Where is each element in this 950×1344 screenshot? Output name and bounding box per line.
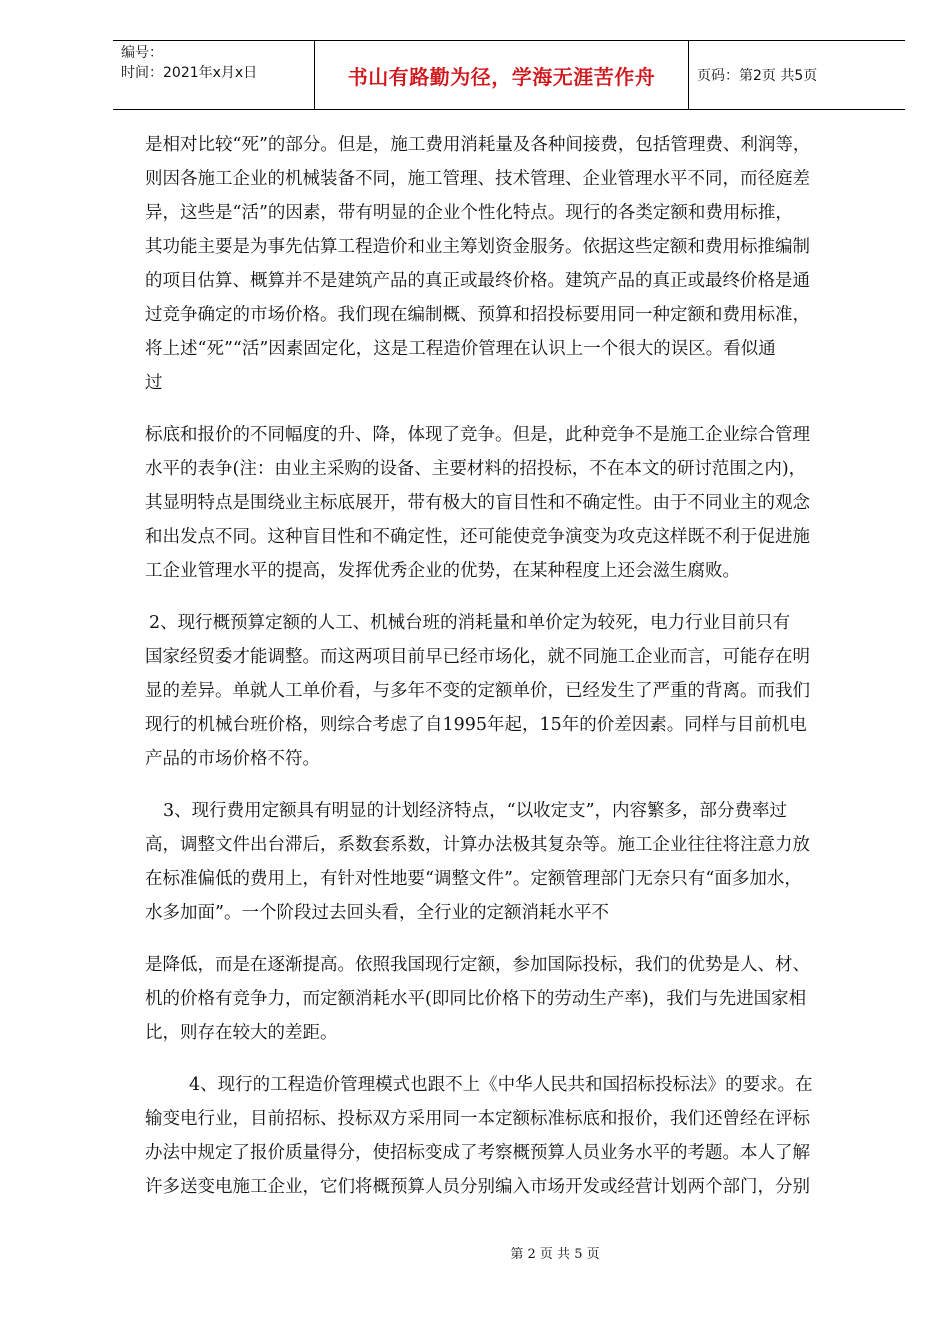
paragraph-4 [145, 794, 885, 930]
page-label: 页码：第2页 共5页 [697, 68, 818, 84]
text-line: 和出发点不同。这种盲目性和不确定性，还可能使竞争演变为攻克这样既不利于促进施 [145, 527, 810, 547]
time-label: 时间：2021年x月x日 [121, 65, 258, 81]
text-line: 产品的市场价格不符。 [145, 749, 320, 769]
page-header [113, 40, 905, 110]
text-line: 3、现行费用定额具有明显的计划经济特点，“以收定支”，内容繁多，部分费率过 [163, 801, 788, 821]
text-line: 过 [145, 373, 163, 393]
text-line: 在标准偏低的费用上，有针对性地要“调整文件”。定额管理部门无奈只有“面多加水， [145, 869, 802, 889]
document-body [145, 128, 885, 1222]
header-page-cell [689, 41, 905, 109]
text-line: 办法中规定了报价质量得分，使招标变成了考察概预算人员业务水平的考题。本人了解 [145, 1143, 810, 1163]
text-line: 是降低，而是在逐渐提高。依照我国现行定额，参加国际投标，我们的优势是人、材、 [145, 955, 810, 975]
text-line: 则因各施工企业的机械装备不同，施工管理、技术管理、企业管理水平不同，而径庭差 [145, 169, 810, 189]
text-line: 国家经贸委才能调整。而这两项目前早已经市场化，就不同施工企业而言，可能存在明 [145, 647, 810, 667]
text-line: 标底和报价的不同幅度的升、降，体现了竞争。但是，此种竞争不是施工企业综合管理 [145, 425, 810, 445]
motto-text: 书山有路勤为径，学海无涯苦作舟 [347, 64, 656, 89]
text-line: 水平的表争(注：由业主采购的设备、主要材料的招投标，不在本文的研讨范围之内)， [145, 459, 807, 479]
text-line: 异，这些是“活”的因素，带有明显的企业个性化特点。现行的各类定额和费用标推， [145, 203, 793, 223]
paragraph-2 [145, 418, 885, 588]
text-line: 将上述“死”“活”因素固定化，这是工程造价管理在认识上一个很大的误区。看似通 [145, 339, 776, 359]
text-line: 高，调整文件出台滞后，系数套系数，计算办法极其复杂等。施工企业往往将注意力放 [145, 835, 810, 855]
text-line: 过竞争确定的市场价格。我们现在编制概、预算和招投标要用同一种定额和费用标准， [145, 305, 810, 325]
text-line: 其功能主要是为事先估算工程造价和业主筹划资金服务。依据这些定额和费用标推编制 [145, 237, 810, 257]
text-line: 4、现行的工程造价管理模式也跟不上《中华人民共和国招标投标法》的要求。在 [189, 1075, 813, 1095]
text-line: 的项目估算、概算并不是建筑产品的真正或最终价格。建筑产品的真正或最终价格是通 [145, 271, 810, 291]
text-line: 其显明特点是围绕业主标底展开，带有极大的盲目性和不确定性。由于不同业主的观念 [145, 493, 810, 513]
header-meta [113, 41, 315, 109]
text-line: 比，则存在较大的差距。 [145, 1023, 338, 1043]
text-line: 2、现行概预算定额的人工、机械台班的消耗量和单价定为较死，电力行业目前只有 [149, 613, 791, 633]
page-footer [0, 1243, 950, 1262]
text-line: 机的价格有竞争力，而定额消耗水平(即同比价格下的劳动生产率)，我们与先进国家相 [145, 989, 807, 1009]
footer-page-number: 第 2 页 共 5 页 [510, 1247, 600, 1262]
text-line: 水多加面”。一个阶段过去回头看，全行业的定额消耗水平不 [145, 903, 609, 923]
text-line: 输变电行业，目前招标、投标双方采用同一本定额标准标底和报价，我们还曾经在评标 [145, 1109, 810, 1129]
text-line: 是相对比较“死”的部分。但是，施工费用消耗量及各种间接费，包括管理费、利润等， [145, 135, 811, 155]
paragraph-3 [145, 606, 885, 776]
header-motto-cell [315, 41, 689, 109]
text-line: 现行的机械台班价格，则综合考虑了自1995年起，15年的价差因素。同样与目前机电 [145, 715, 807, 735]
paragraph-6 [145, 1068, 885, 1204]
text-line: 许多送变电施工企业，它们将概预算人员分别编入市场开发或经营计划两个部门，分别 [145, 1177, 810, 1197]
paragraph-1 [145, 128, 885, 400]
paragraph-5 [145, 948, 885, 1050]
text-line: 工企业管理水平的提高，发挥优秀企业的优势，在某种程度上还会滋生腐败。 [145, 561, 740, 581]
text-line: 显的差异。单就人工单价看，与多年不变的定额单价，已经发生了严重的背离。而我们 [145, 681, 810, 701]
number-label: 编号： [121, 45, 163, 61]
